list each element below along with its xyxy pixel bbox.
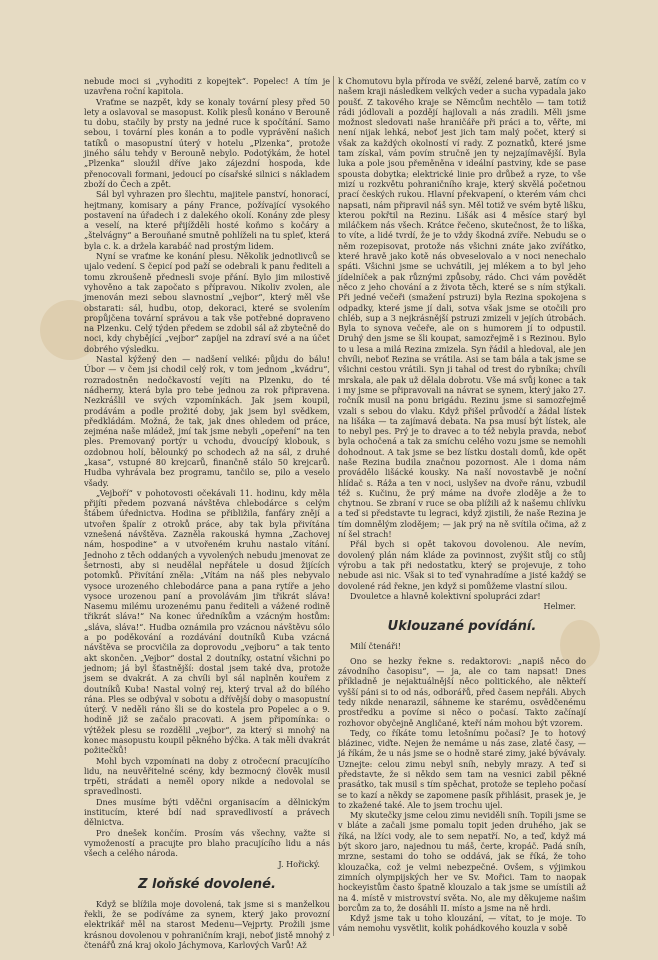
paragraph: Nastal kýžený den — nadšení veliké: půjdu do bálu! Úbor — v čem jsi chodil celý rok, v tom jednom „kvádru“, rozradostněn nedočkavostí vejíti na Plzenku, do té nádherny, která byla pro tebe jednou za rok připravena. Nezkrášlil ve svých vzpomínkách. Jak jsem koupil, prodávám a podle prožité doby, jak jsem byl svědkem, předkládám. Možná, že tak, jak dnes ohledem od práce, zejména naše mládež, jmí tak jsme nebyli „opeření“ na ten ples. Premovaný portýr u vchodu, dvoucípý klobouk, s ozdobnou holí, bělounký po schodech až na sál, z druhé „kasa“, vstupné 80 krejcarů, finančně stálo 50 krejcarů. Hudba vyhrávala bez programu, tančilo se, pilo a veselo všady. xyxy=(84,354,330,488)
paragraph: Tedy, co říkáte tomu letošnímu počasí? Je to hotový blázinec, viďte. Nejen že nemáme u nás zase, zlaté časy, — já říkám, že u nás jsme se o hodně staré zimy, jaké bývávaly. Uznejte: celou zimu nebyl sníh, nebyly mrazy. A teď si představte, že si někdo sem tam na vesnici zabil pěkné prasátko, tak musil s tím spěchat, protože se tepleho počasí se to kazí a někdy se zapomene pasík přihlásit, prasek je, je to zkažené také. Ale to jsem trochu ujel. xyxy=(338,727,586,810)
paragraph: k Chomutovu byla příroda ve svěží, zelené barvě, zatím co v našem kraji následkem velkých veder a sucha vypadala jako poušť. Z takového kraje se Němcům nechtělo — tam totiž rádi jódlovali a pozdějí hajlovali a nás zradili. Měli jsme možnost sledovati naše hraničáře při práci a to, věřte, mi není nijak lehká, neboť jest jich tam malý počet, který si však za každých okolností ví rady. Z poznatků, které jsme tam získal, vám povím stručně jen ty nejzajímavější. Byla luka a pole jsou přeměněna v ideální pastviny, kde se pase spousta dobytka; elektrické linie pro drůbež a ryze, to vše mizí u rozkvětu pohraničního kraje, který skvělá početnou prací českých rukou. Hlavní překvapení, o kterém vám chci napsati, nám připravil náš syn. Měl totiž ve svém bytě lišku, kterou pokřtil na Rezinu. Lišák asi 4 měsíce starý byl miláčkem nás všech. Krátce řečeno, skutečnost, že to liška, to víte, a lidé tvrdí, že je to vždy škodná zvíře. Nebudu se o něm rozepisovat, protože nás všichni znáte jako zvířátko, které hravě jako kotě nás obveselovalo a v noci nenechalo spáti. Všichni jsme se uchvátili, jej mlékem a to byl jeho jídelníček a pak různými způsoby, rádo. Chci vám povědět něco z jeho chování a z života těch, které se s ním stýkali. Při jedné večeři (smažení pstruzi) byla Rezina spokojena s odpadky, které jsme jí dali, sotva však jsme se otočili pro chléb, sup a 3 nejkrásnější pstruzi zmizeli v jejích útrobách. Byla to synova večeře, ale on s humorem jí to odpustil. Druhý den jsme se šli koupat, samozřejmě i s Rezinou. Bylo to u lesa a milá Rezina zmizela. Syn řádil a hledoval, ale jen chvíli, neboť Rezina se vrátila. Asi se tam bála a tak jsme se všichni cestou vrátili. Syn ji tahal od trest do rybníka; chvíli mrskala, ale pak už dělala dobrotu. Vše má svůj konec a tak i my jsme se připravovali na návrat se synem, který jako 27. ročník musil na ponu brigádu. Rezinu jsme si samozřejmě vzali s sebou do vlaku. Když přišel průvodčí a žádal lístek na lišáka — ta zajímavá debata. Na psa musí být lístek, ale to nebyl pes. Prý je to dravec a to též nebyla pravda, neboť byla ochočená a tak za smíchu celého vozu jsme se nemohli dohodnout. A tak jsme se bez lístku dostali domů, kde opět naše Rezina budila značnou pozornost. Ale i doma nám provádělo lišácké kousky. Na naší novostavbě je noční hlídač s. Ráža a ten v noci, uslyšev na dvoře ránu, vzbudil též s. Kučinu, že prý máme na dvoře zloděje a že to chytnou. Se zbraní v ruce se oba plížili až k našemu chlívku a teď si představte tu legraci, když zjistili, že naše Rezina je tím domnělým zlodějem; — jak prý na ně svítila očima, až z ní šel strach! xyxy=(338,76,586,540)
article-heading: Z loňské dovolené. xyxy=(138,876,276,892)
author-signature: J. Hořický. xyxy=(278,858,320,869)
right-column-bottom-text xyxy=(338,641,586,933)
article-heading: Uklouzané povídání. xyxy=(387,619,537,635)
paragraph: Vraťme se nazpět, kdy se konaly tovární plesy před 50 lety a oslavoval se masopust. Kolik plesů konáno v Berouně tu dobu, stačily by prsty na jedné ruce k spočítání. Samo sebou, i tovární ples konán a to podle vyprávění našich tatíků o masopustní úterý v hotelu „Plzenka“, protože jiného sálu tehdy v Berouně nebylo. Podotýkám, že hotel „Plzenka“ sloužil dříve jako zájezdní hospoda, kde přenocovali formani, jedoucí po císařské silnici s nákladem zboží do Čech a zpět. xyxy=(84,96,330,189)
paragraph: Ono se hezky řekne s. redaktorovi: „napiš něco do závodního časopisu“, — ja, ale co tam napsat! Dnes příkladně je nejaktuálnější něco politického, ale někteří vyšší páni si to od nás, odborářů, před časem nepřáli. Abych tedy nikde nenarazil, sáhneme ke starému, osvědčenému prostředku a povíme si něco o počasí. Takto začínají rozhovor obyčejně Angličané, kteří nám mohou být vzorem. xyxy=(338,655,586,728)
greeting: Milí čtenáři! xyxy=(350,641,401,652)
paragraph: Dvouletce a hlavně kolektivní spolupráci zdar! xyxy=(350,590,541,601)
paragraph: Když jsme tak u toho klouzání, — vítat, to je moje. To vám nemohu vysvětlit, kolik pohádkového kouzla v sobě xyxy=(338,913,586,934)
left-column-top-text xyxy=(84,76,330,869)
paragraph: Když se blížila moje dovolená, tak jsme si s manželkou řekli, že se podíváme za synem, který jako provozní elektrikář měl na starost Medenu—Vejprty. Prožili jsme krásnou dovolenou v pohraničním kraji, neboť jistě mnohý z čtenářů zná kraj okolo Jáchymova, Karlových Varů! Až xyxy=(84,898,330,951)
paragraph: Nyní se vraťme ke konání plesu. Několik jednotlivců se ujalo vedení. S čepicí pod paží se odebrali k panu řediteli a tomu zkroušeně přednesli svoje přání. Bylo jim milostivě vyhověno a tak započato s přípravou. Nikoliv zvolen, ale jmenován mezi sebou slavnostní „vejbor“, který měl vše obstarati: sál, hudbu, otop, dekoraci, které se svolením propůjčena tovární správou a tak vše potřebné dopraveno na Plzenku. Celý týden předem se zdobil sál až zbytečně do noci, kdy chybějící „vejbor“ zapíjel na zdraví své a na účet dobrého výsledku. xyxy=(84,251,330,354)
paragraph: Pro dnešek končím. Prosím vás všechny, važte si vymožeností a pracujte pro blaho pracujícího lidu a nás všech a celého národa. xyxy=(84,827,330,859)
paragraph: nebude moci si „vyhoditi z kopejtek“. Popelec! A tím je uzavřena roční kapitola. xyxy=(84,76,330,97)
paragraph: Přál bych si opět takovou dovolenou. Ale nevím, dovolený plán nám kláde za povinnost, zvýšit stůj co stůj výrobu a tak při nedostatku, který se projevuje, z toho nebude asi nic. Však si to teď vynahradíme a jisté každý se dovolené rád řekne, jen když si pomůžeme vlastní silou. xyxy=(338,539,586,591)
author-signature: Helmer. xyxy=(543,601,576,612)
paragraph: My skutečky jsme celou zimu neviděli sníh. Topili jsme se v bláte a začali jsme pomalu topit jeden druhého, jak se říká, na lžíci vody, ale to sem nepatří. No, a teď, když má být skoro jaro, najednou tu máš, čerte, kropáč. Padá sníh, mrzne, sestami do toho se oddává, jak se říká, že toho klouzačka, což je velmi nebezpečné. Ovšem, s výjimkou zimních olympijských her ve Sv. Mořici. Tam to naopak hockeyistům často špatně klouzalo a tak jsme se umístili až na 4. místě v mistrovství světa. No, ale my děkujeme našim borcům za to, že dosáhli II. místo a jsme na ně hrdi. xyxy=(338,810,586,913)
column-divider xyxy=(333,76,334,936)
paragraph: Mohl bych vzpomínati na doby z otročecní pracujícího lidu, na neuvěřitelné scény, kdy bezmocný člověk musil trpěti, strádati a neměl opory nikde a nedovolal se spravedlnosti. xyxy=(84,755,330,797)
left-column xyxy=(84,76,330,951)
right-column-top-text xyxy=(338,76,586,611)
paragraph: Sál byl vyhrazen pro šlechtu, majitele panství, honorací, hejtmany, komisary a pány France, požívající vysokého postavení na úřadech i z dalekého okolí. Konány zde plesy a veselí, na které přijížděli hosté koňmo s kočáry a „štelvágny“ a Berouňané smutně pohlíželi na tu spleť, která byla c. k. a držela karabáč nad prostým lidem. xyxy=(84,189,330,251)
left-column-bottom-text xyxy=(84,899,330,950)
paragraph: „Vejboří“ v pohotovosti očekávali 11. hodinu, kdy měla přijíti předem pozvaná návštěva chlebodárce s celým štábem úřednictva. Hodina se přibližila, fanfáry znějí a utvořen špalír z otroků práce, aby tak byla přivítána vznešená návštěva. Zazněla rakouská hymna „Zachovej nám, hospodine“ a v utvořeném kruhu nastalo vítání. Jednoho z těch oddaných a vyvolených nebudu jmenovat ze šetrnosti, aby si neudělal nepřátele u dosud žijících potomků. Přivítání zněla: „Vítám na náš ples nebyvalo vysoce urozeného chlebodárce pana a pana rytíře a jeho vysoce urozenou paní a provolávám jim třikrát sláva! Nasemu milému urozenému panu řediteli a vážené rodině třikrát sláva!“ Na konec úředníkům a vzácným hostům: „sláva, sláva!“. Hudba oznámila pro vzácnou návštěvu sólo a po poděkování a rozdávání doutníků Kuba vzácná návštěva se procvičila za doprovodu „vejboru“ a tak tento akt skončen. „Vejbor“ dostal 2 doutníky, ostatní všichni po jednom; já byl šťastnější: dostal jsem také dva, protože jsem se dvakrát. A za chvíli byl sál naplněn kouřem z doutníků Kuba! Nastal volný rej, který trval až do bílého rána. Ples se odbýval v sobotu a dřívější doby o masopustní úterý. V neděli ráno šli se do kostela pro Popelec a o 9. hodině již se začalo pracovati. A jsem připomínka: o výtěžek plesu se rozdělil „vejbor“, za který si mnohý na konec masopustu koupil pěkného býčka. A tak měli dvakrát požitečků! xyxy=(84,487,330,756)
right-column xyxy=(338,76,586,936)
paragraph: Dnes musíme býti vděčni organisacím a dělnickým institucím, které bdí nad spravedlivostí a právech dělnictva. xyxy=(84,796,330,828)
